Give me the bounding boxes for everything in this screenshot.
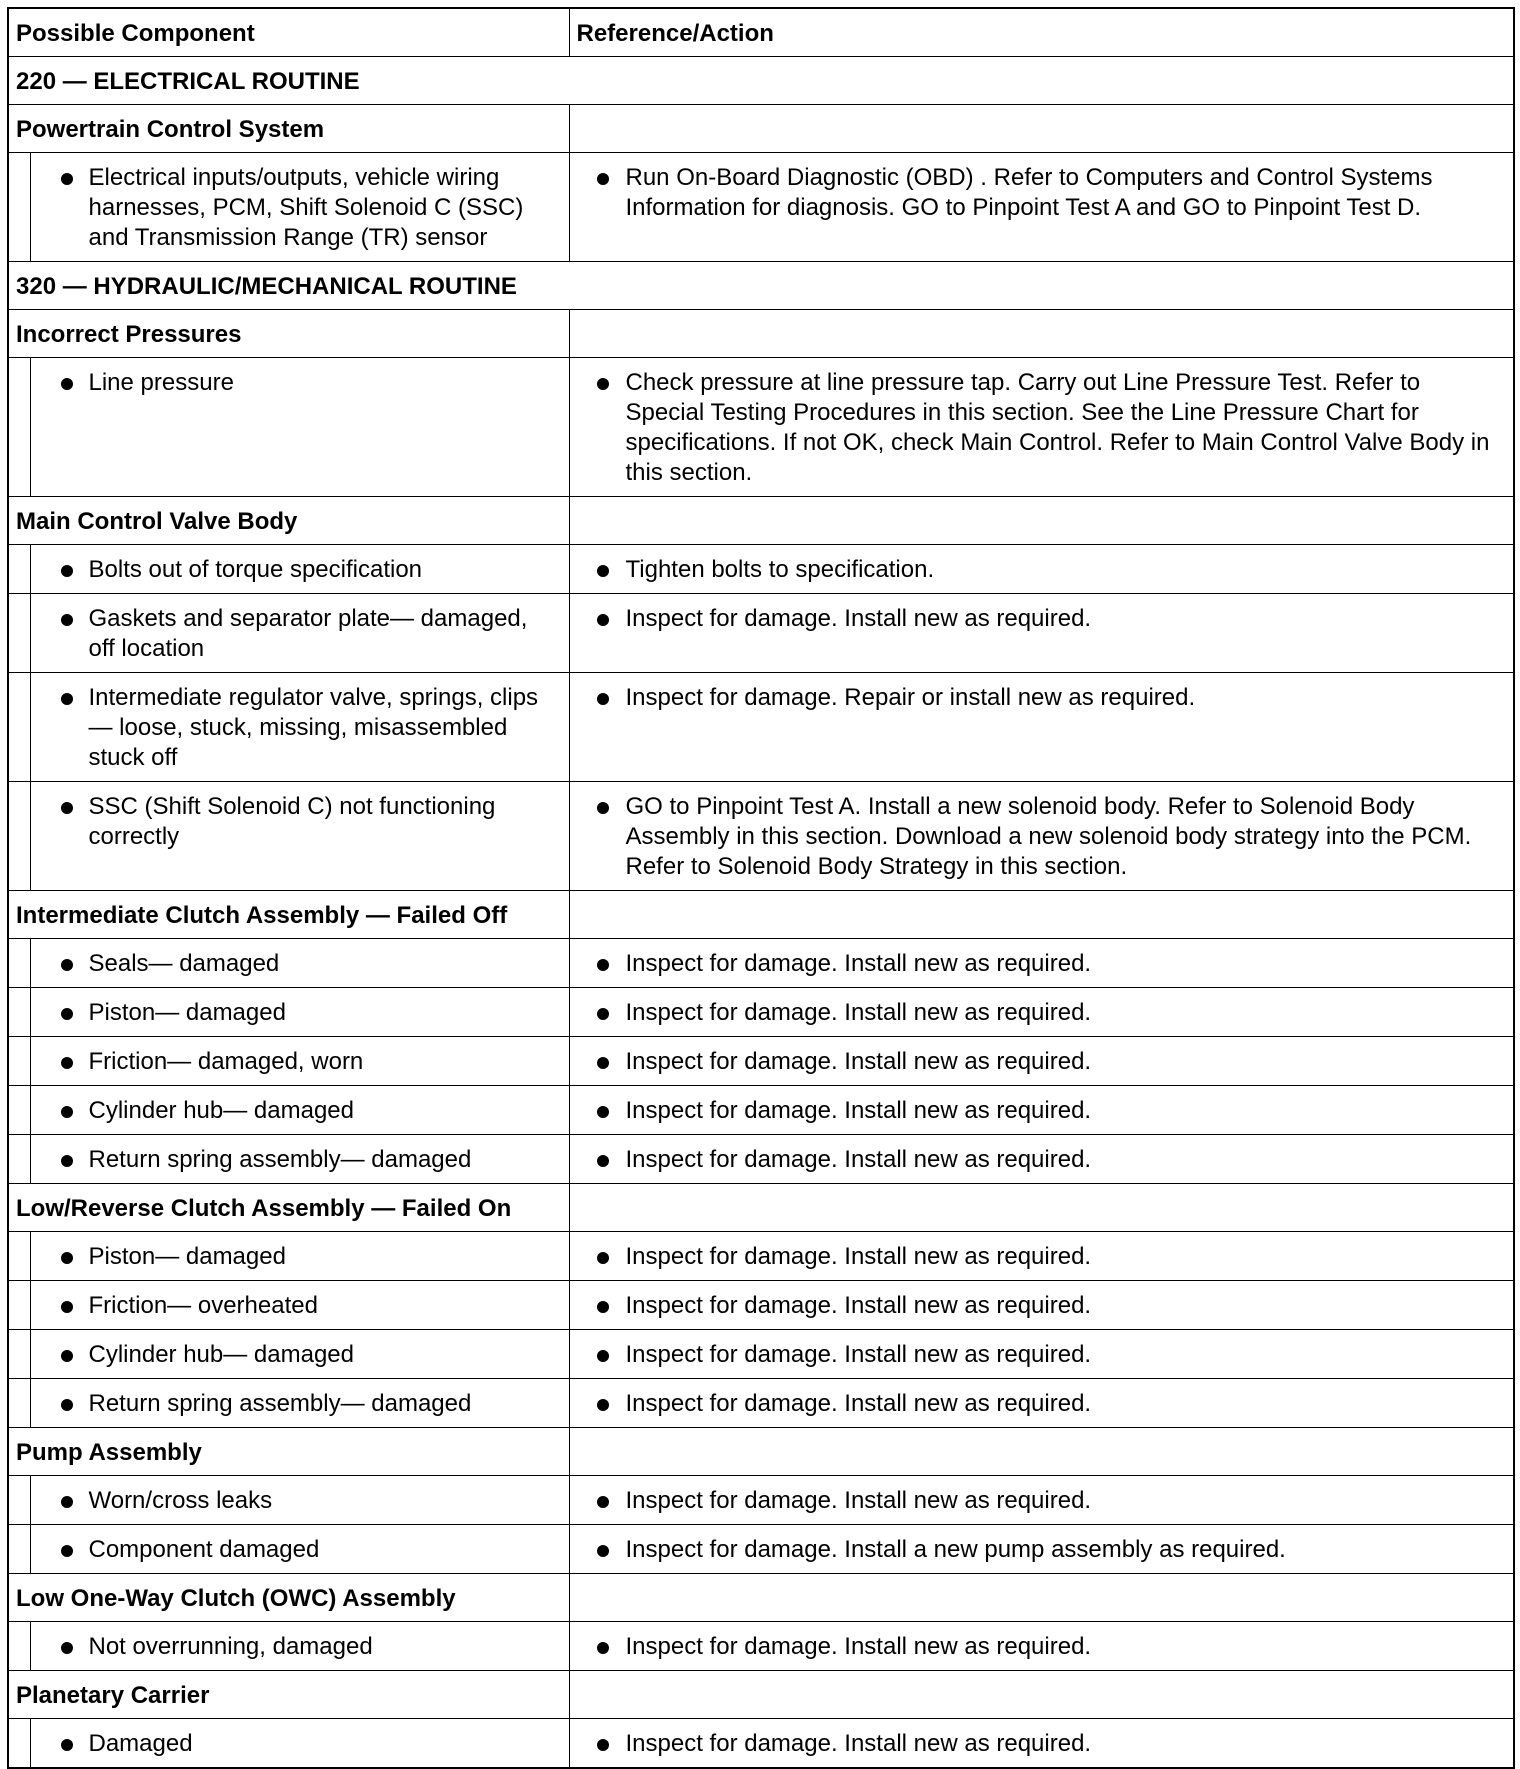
group-heading-row	[8, 1428, 1514, 1476]
indent-gutter	[8, 1525, 30, 1574]
component-text: Piston— damaged	[31, 1232, 569, 1280]
action-text: Inspect for damage. Install new as required.	[570, 1037, 1514, 1085]
table-header-row	[8, 8, 1514, 57]
indent-gutter	[8, 1719, 30, 1769]
action-text: Inspect for damage. Install new as required.	[570, 939, 1514, 987]
action-cell	[569, 1379, 1514, 1428]
action-cell	[569, 1525, 1514, 1574]
indent-gutter	[8, 545, 30, 594]
action-text: Inspect for damage. Install new as required.	[570, 1719, 1514, 1767]
component-cell	[30, 673, 569, 782]
table-row	[8, 1476, 1514, 1525]
indent-gutter	[8, 1379, 30, 1428]
indent-gutter	[8, 594, 30, 673]
component-text: Seals— damaged	[31, 939, 569, 987]
table-row	[8, 782, 1514, 891]
component-cell	[30, 1330, 569, 1379]
component-cell	[30, 153, 569, 262]
component-text: Bolts out of torque specification	[31, 545, 569, 593]
component-cell	[30, 1037, 569, 1086]
component-cell	[30, 1719, 569, 1769]
action-text: Inspect for damage. Repair or install new as required.	[570, 673, 1514, 721]
table-row	[8, 1037, 1514, 1086]
table-row	[8, 1330, 1514, 1379]
section-heading: 220 — ELECTRICAL ROUTINE	[8, 57, 1514, 105]
section-heading-row	[8, 262, 1514, 310]
section-heading: 320 — HYDRAULIC/MECHANICAL ROUTINE	[8, 262, 1514, 310]
group-heading: Intermediate Clutch Assembly — Failed Off	[8, 891, 569, 939]
component-cell	[30, 1281, 569, 1330]
component-cell	[30, 1086, 569, 1135]
indent-gutter	[8, 1086, 30, 1135]
section-heading-row	[8, 57, 1514, 105]
component-cell	[30, 782, 569, 891]
action-cell	[569, 1037, 1514, 1086]
group-heading: Planetary Carrier	[8, 1671, 569, 1719]
group-reference-cell	[569, 1184, 1514, 1232]
action-text: Inspect for damage. Install a new pump assembly as required.	[570, 1525, 1514, 1573]
action-cell	[569, 1135, 1514, 1184]
group-heading-row	[8, 105, 1514, 153]
table-row	[8, 1379, 1514, 1428]
component-text: Not overrunning, damaged	[31, 1622, 569, 1670]
component-text: Cylinder hub— damaged	[31, 1330, 569, 1378]
group-reference-cell	[569, 891, 1514, 939]
indent-gutter	[8, 988, 30, 1037]
group-heading-row	[8, 891, 1514, 939]
action-text: Run On-Board Diagnostic (OBD) . Refer to Computers and Control Systems Information for diagnosis. GO to Pinpoint Test A and GO to Pinpoint Test D.	[570, 153, 1514, 231]
group-heading: Main Control Valve Body	[8, 497, 569, 545]
group-heading-row	[8, 497, 1514, 545]
action-cell	[569, 153, 1514, 262]
group-reference-cell	[569, 497, 1514, 545]
table-row	[8, 1086, 1514, 1135]
group-heading-row	[8, 310, 1514, 358]
component-cell	[30, 1622, 569, 1671]
component-text: Damaged	[31, 1719, 569, 1767]
table-row	[8, 988, 1514, 1037]
component-text: Worn/cross leaks	[31, 1476, 569, 1524]
action-text: Inspect for damage. Install new as required.	[570, 1135, 1514, 1183]
table-row	[8, 673, 1514, 782]
component-cell	[30, 594, 569, 673]
indent-gutter	[8, 782, 30, 891]
table-row	[8, 1232, 1514, 1281]
group-heading: Powertrain Control System	[8, 105, 569, 153]
component-text: Piston— damaged	[31, 988, 569, 1036]
action-cell	[569, 594, 1514, 673]
component-text: Cylinder hub— damaged	[31, 1086, 569, 1134]
action-cell	[569, 673, 1514, 782]
action-cell	[569, 988, 1514, 1037]
group-reference-cell	[569, 105, 1514, 153]
action-cell	[569, 782, 1514, 891]
table-row	[8, 594, 1514, 673]
component-text: Friction— damaged, worn	[31, 1037, 569, 1085]
table-row	[8, 545, 1514, 594]
action-text: Inspect for damage. Install new as required.	[570, 594, 1514, 642]
action-text: Inspect for damage. Install new as required.	[570, 1330, 1514, 1378]
table-row	[8, 1135, 1514, 1184]
action-cell	[569, 545, 1514, 594]
group-reference-cell	[569, 310, 1514, 358]
header-reference-action: Reference/Action	[569, 8, 1514, 57]
group-reference-cell	[569, 1671, 1514, 1719]
group-heading: Low/Reverse Clutch Assembly — Failed On	[8, 1184, 569, 1232]
group-heading-row	[8, 1184, 1514, 1232]
action-cell	[569, 1086, 1514, 1135]
header-possible-component: Possible Component	[8, 8, 569, 57]
table-row	[8, 358, 1514, 497]
action-cell	[569, 1719, 1514, 1769]
component-text: SSC (Shift Solenoid C) not functioning correctly	[31, 782, 569, 860]
group-reference-cell	[569, 1574, 1514, 1622]
action-text: Tighten bolts to specification.	[570, 545, 1514, 593]
diagnosis-table	[7, 7, 1515, 1769]
component-text: Line pressure	[31, 358, 569, 406]
indent-gutter	[8, 1232, 30, 1281]
group-heading: Low One-Way Clutch (OWC) Assembly	[8, 1574, 569, 1622]
action-text: Inspect for damage. Install new as required.	[570, 1086, 1514, 1134]
action-cell	[569, 939, 1514, 988]
group-heading: Pump Assembly	[8, 1428, 569, 1476]
indent-gutter	[8, 1135, 30, 1184]
action-cell	[569, 1281, 1514, 1330]
action-text: Inspect for damage. Install new as required.	[570, 1476, 1514, 1524]
action-cell	[569, 1330, 1514, 1379]
component-cell	[30, 1525, 569, 1574]
action-cell	[569, 358, 1514, 497]
table-row	[8, 1281, 1514, 1330]
component-text: Component damaged	[31, 1525, 569, 1573]
component-text: Intermediate regulator valve, springs, clips— loose, stuck, missing, misassembled stuck off	[31, 673, 569, 781]
action-text: Inspect for damage. Install new as required.	[570, 988, 1514, 1036]
indent-gutter	[8, 1037, 30, 1086]
indent-gutter	[8, 1330, 30, 1379]
component-text: Return spring assembly— damaged	[31, 1135, 569, 1183]
group-heading-row	[8, 1671, 1514, 1719]
indent-gutter	[8, 939, 30, 988]
indent-gutter	[8, 1622, 30, 1671]
component-text: Friction— overheated	[31, 1281, 569, 1329]
action-text: GO to Pinpoint Test A. Install a new solenoid body. Refer to Solenoid Body Assembly in this section. Download a new solenoid body strategy into the PCM. Refer to Solenoid Body Strategy in this section.	[570, 782, 1514, 890]
component-cell	[30, 545, 569, 594]
action-text: Check pressure at line pressure tap. Carry out Line Pressure Test. Refer to Special Testing Procedures in this section. See the Line Pressure Chart for specifications. If not OK, check Main Control. Refer to Main Control Valve Body in this section.	[570, 358, 1514, 496]
action-text: Inspect for damage. Install new as required.	[570, 1232, 1514, 1280]
table-row	[8, 1525, 1514, 1574]
component-text: Return spring assembly— damaged	[31, 1379, 569, 1427]
indent-gutter	[8, 673, 30, 782]
action-cell	[569, 1476, 1514, 1525]
indent-gutter	[8, 1476, 30, 1525]
table-row	[8, 939, 1514, 988]
component-text: Gaskets and separator plate— damaged, off location	[31, 594, 569, 672]
component-cell	[30, 1135, 569, 1184]
indent-gutter	[8, 153, 30, 262]
action-text: Inspect for damage. Install new as required.	[570, 1622, 1514, 1670]
table-row	[8, 153, 1514, 262]
component-cell	[30, 358, 569, 497]
component-cell	[30, 1232, 569, 1281]
table-row	[8, 1719, 1514, 1769]
table-row	[8, 1622, 1514, 1671]
group-heading-row	[8, 1574, 1514, 1622]
component-cell	[30, 1476, 569, 1525]
component-text: Electrical inputs/outputs, vehicle wiring harnesses, PCM, Shift Solenoid C (SSC) and Transmission Range (TR) sensor	[31, 153, 569, 261]
indent-gutter	[8, 1281, 30, 1330]
group-reference-cell	[569, 1428, 1514, 1476]
component-cell	[30, 988, 569, 1037]
component-cell	[30, 1379, 569, 1428]
component-cell	[30, 939, 569, 988]
action-text: Inspect for damage. Install new as required.	[570, 1379, 1514, 1427]
action-cell	[569, 1622, 1514, 1671]
action-text: Inspect for damage. Install new as required.	[570, 1281, 1514, 1329]
indent-gutter	[8, 358, 30, 497]
action-cell	[569, 1232, 1514, 1281]
group-heading: Incorrect Pressures	[8, 310, 569, 358]
